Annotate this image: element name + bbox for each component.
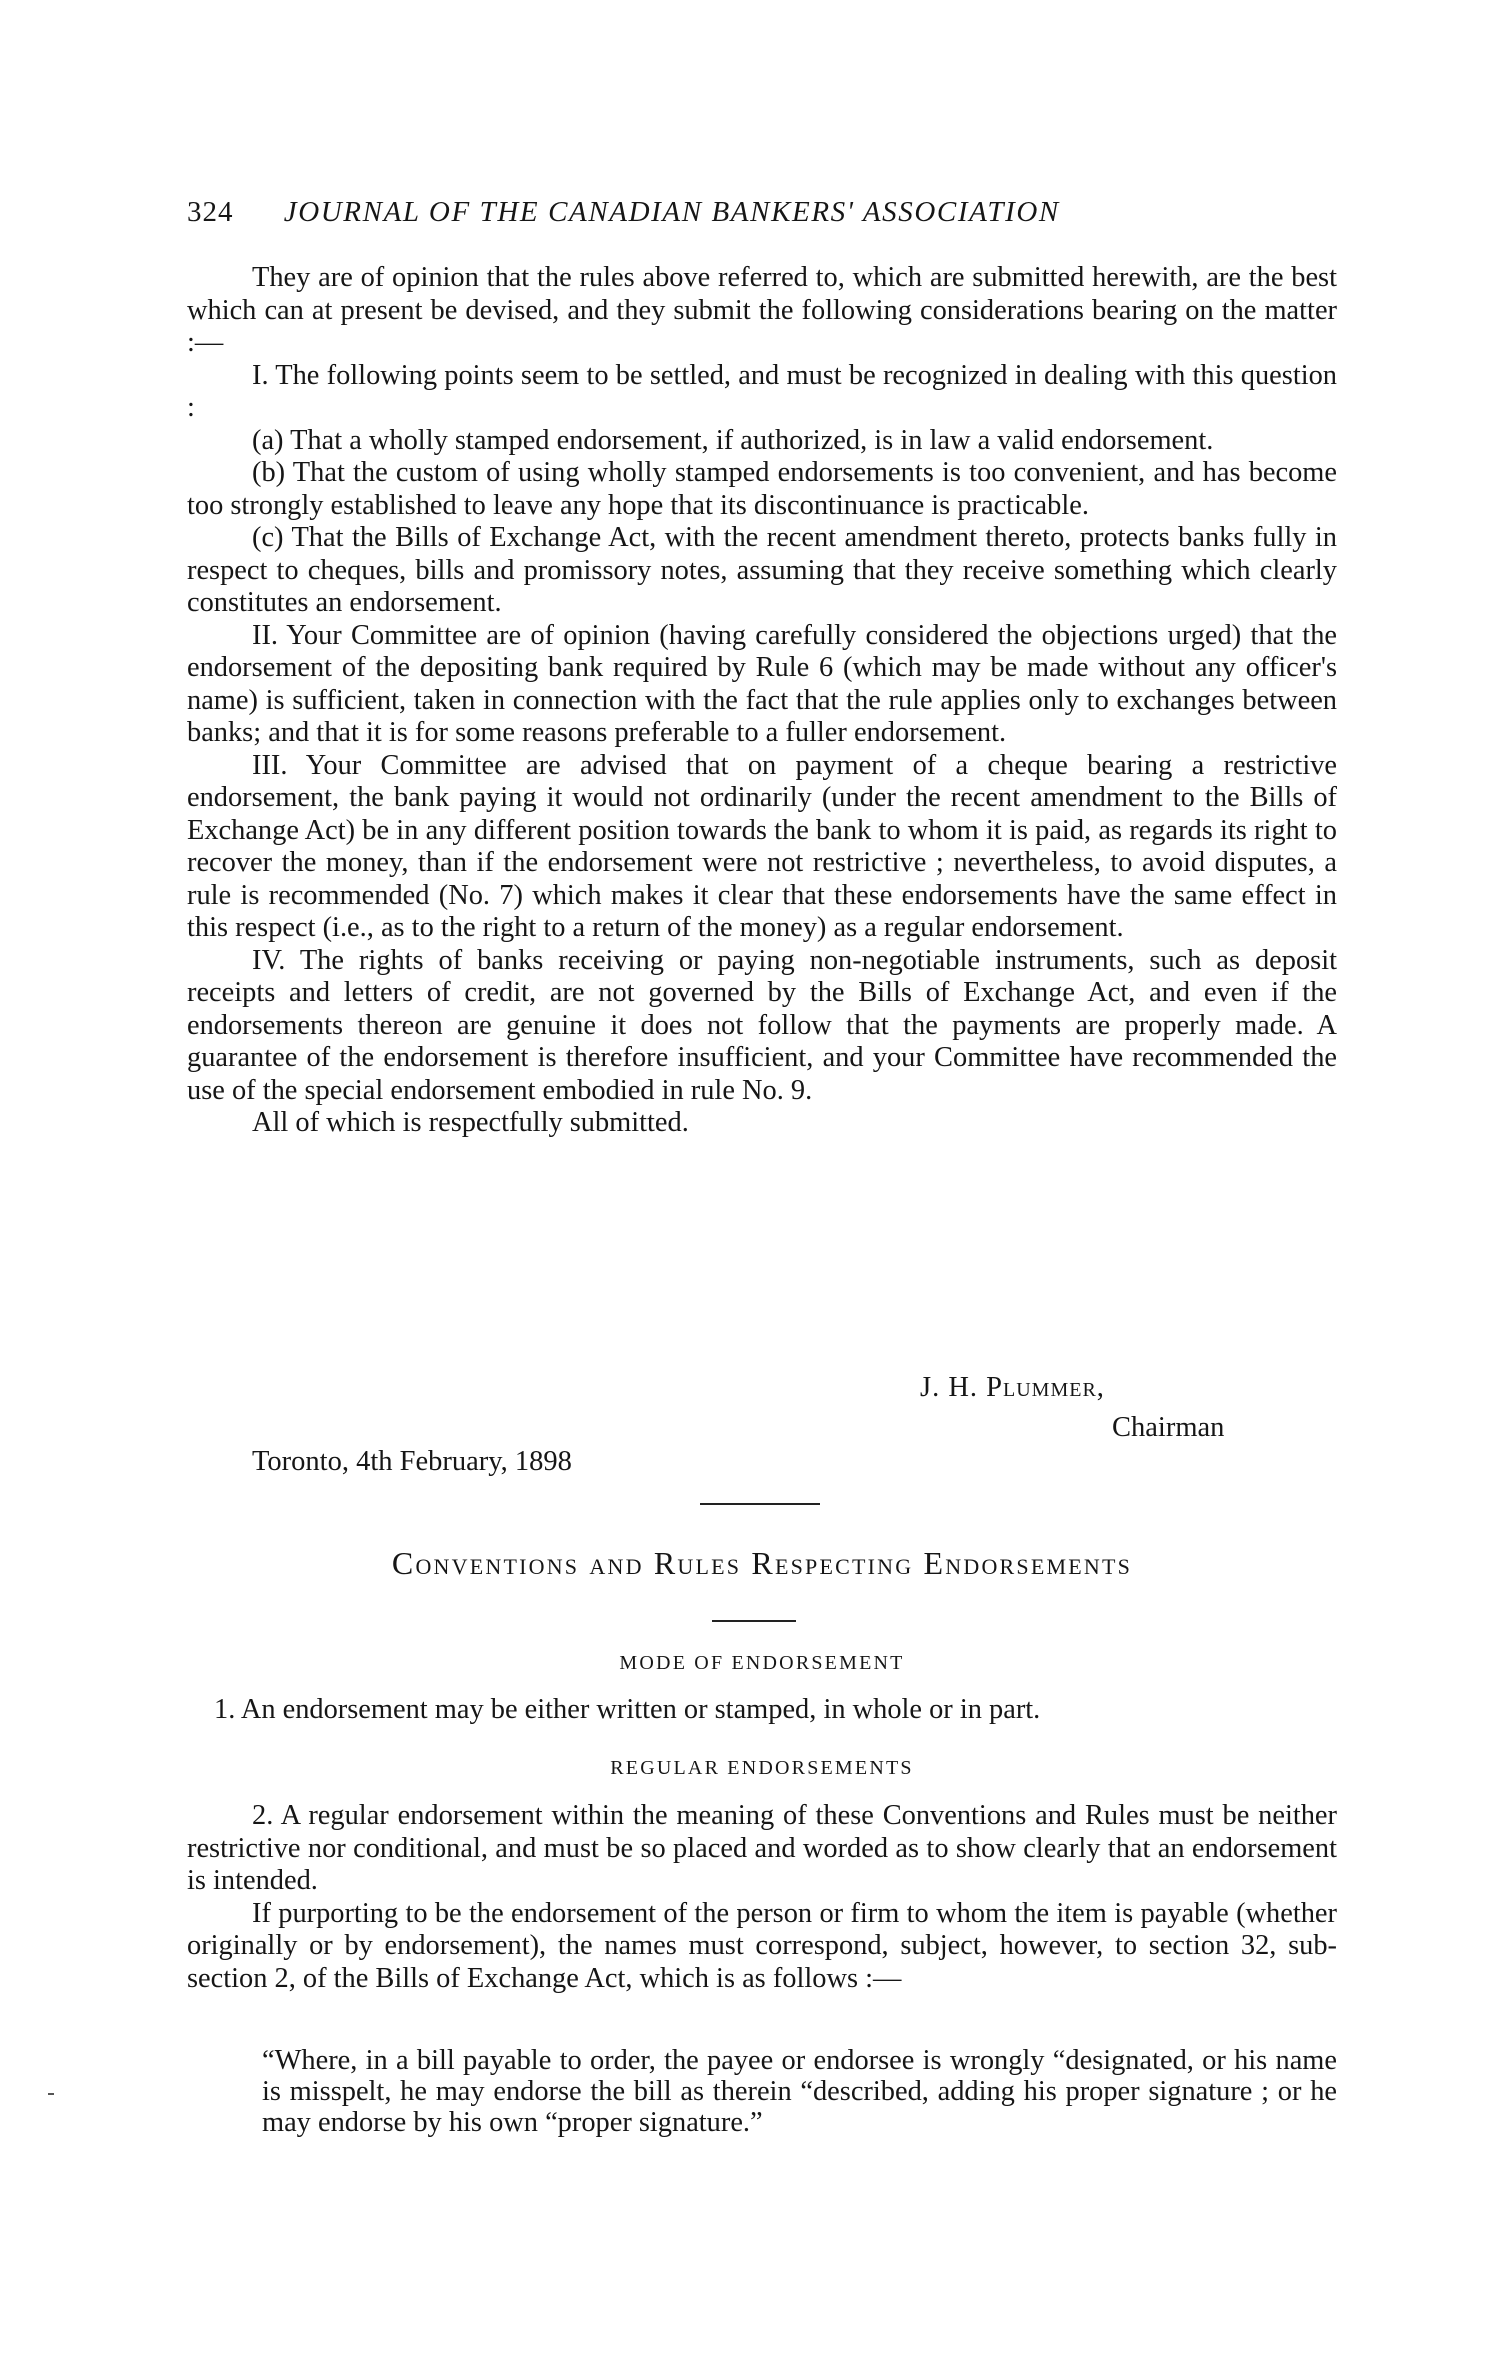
report-paragraph-iii: III. Your Committee are advised that on payment of a cheque bearing a restrictive endorsement, the bank paying it would not ordinarily (under the recent amendment to the Bills of Exchange Act) be in any different position towards the bank to whom it is paid, as regards its right to recover the money, than if the endorsement were not restrictive ; nevertheless, to avoid disputes, a rule is recommended (No. 7) which makes it clear that these endorsements have the same effect in this respect (i.e., as to the right to a return of the money) as a regular endorsement. <box>187 749 1337 943</box>
rule-2-continuation: If purporting to be the endorsement of the person or firm to whom the item is payable (whether originally or by endorsement), the names must correspond, subject, however, to section 32, sub-section 2, of the Bills of Exchange Act, which is as follows :— <box>187 1897 1337 1994</box>
committee-report-body <box>187 262 1337 1140</box>
rule-1 <box>187 1694 1337 1727</box>
title-divider <box>712 1620 796 1622</box>
report-paragraph-b: (b) That the custom of using wholly stamped endorsements is too convenient, and has become too strongly established to leave any hope that its discontinuance is practicable. <box>187 457 1337 521</box>
signature-title: Chairman <box>1112 1412 1225 1443</box>
report-paragraph-ii: II. Your Committee are of opinion (having carefully considered the objections urged) that the endorsement of the depositing bank required by Rule 6 (which may be made without any officer's name) is sufficient, taken in connection with the fact that the rule applies only to exchanges between banks; and that it is for some reasons preferable to a fuller endorsement. <box>187 619 1337 748</box>
running-header <box>187 196 1337 229</box>
date-line: Toronto, 4th February, 1898 <box>252 1446 572 1477</box>
mode-of-endorsement-heading: MODE OF ENDORSEMENT <box>619 1652 905 1674</box>
report-closing: All of which is respectfully submitted. <box>252 1107 689 1138</box>
report-paragraph-iv: IV. The rights of banks receiving or paying non-negotiable instruments, such as deposit receipts and letters of credit, are not governed by the Bills of Exchange Act, and even if the endorsements thereon are genuine it does not follow that the payments are properly made. A guarantee of the endorsement is therefore insufficient, and your Committee have recommended the use of the special endorsement embodied in rule No. 9. <box>187 944 1337 1106</box>
report-paragraph-a: (a) That a wholly stamped endorsement, if authorized, is in law a valid endorsement. <box>252 424 1214 456</box>
report-paragraph-intro: They are of opinion that the rules above referred to, which are submitted herewith, are the best which can at present be devised, and they submit the following considerations bearing on the matter :— <box>187 262 1337 358</box>
scan-speck <box>48 2093 54 2095</box>
quotation-text: “Where, in a bill payable to order, the payee or endorsee is wrongly “designated, or his name is misspelt, he may endorse the bill as therein “described, adding his proper signature ; or he may endorse by his own “proper signature.” <box>262 2045 1337 2138</box>
section-title: Conventions and Rules Respecting Endorsements <box>391 1545 1133 1581</box>
page-number: 324 <box>187 196 234 228</box>
rule-2-body <box>187 1800 1337 1995</box>
journal-title: JOURNAL OF THE CANADIAN BANKERS' ASSOCIATION <box>283 196 1060 228</box>
rule-1-text: 1. An endorsement may be either written or stamped, in whole or in part. <box>214 1694 1041 1725</box>
section-divider <box>700 1503 820 1505</box>
report-paragraph-i: I. The following points seem to be settled, and must be recognized in dealing with this question : <box>187 359 1337 423</box>
statute-quotation <box>262 2045 1337 2138</box>
rule-2-paragraph: 2. A regular endorsement within the meaning of these Conventions and Rules must be neither restrictive nor conditional, and must be so placed and worded as to show clearly that an endorsement is intended. <box>187 1800 1337 1896</box>
regular-endorsements-heading: REGULAR ENDORSEMENTS <box>610 1757 914 1779</box>
signature-name: J. H. Plummer, <box>920 1372 1105 1403</box>
report-paragraph-c: (c) That the Bills of Exchange Act, with the recent amendment thereto, protects banks fully in respect to cheques, bills and promissory notes, assuming that they receive something which clearly constitutes an endorsement. <box>187 522 1337 618</box>
